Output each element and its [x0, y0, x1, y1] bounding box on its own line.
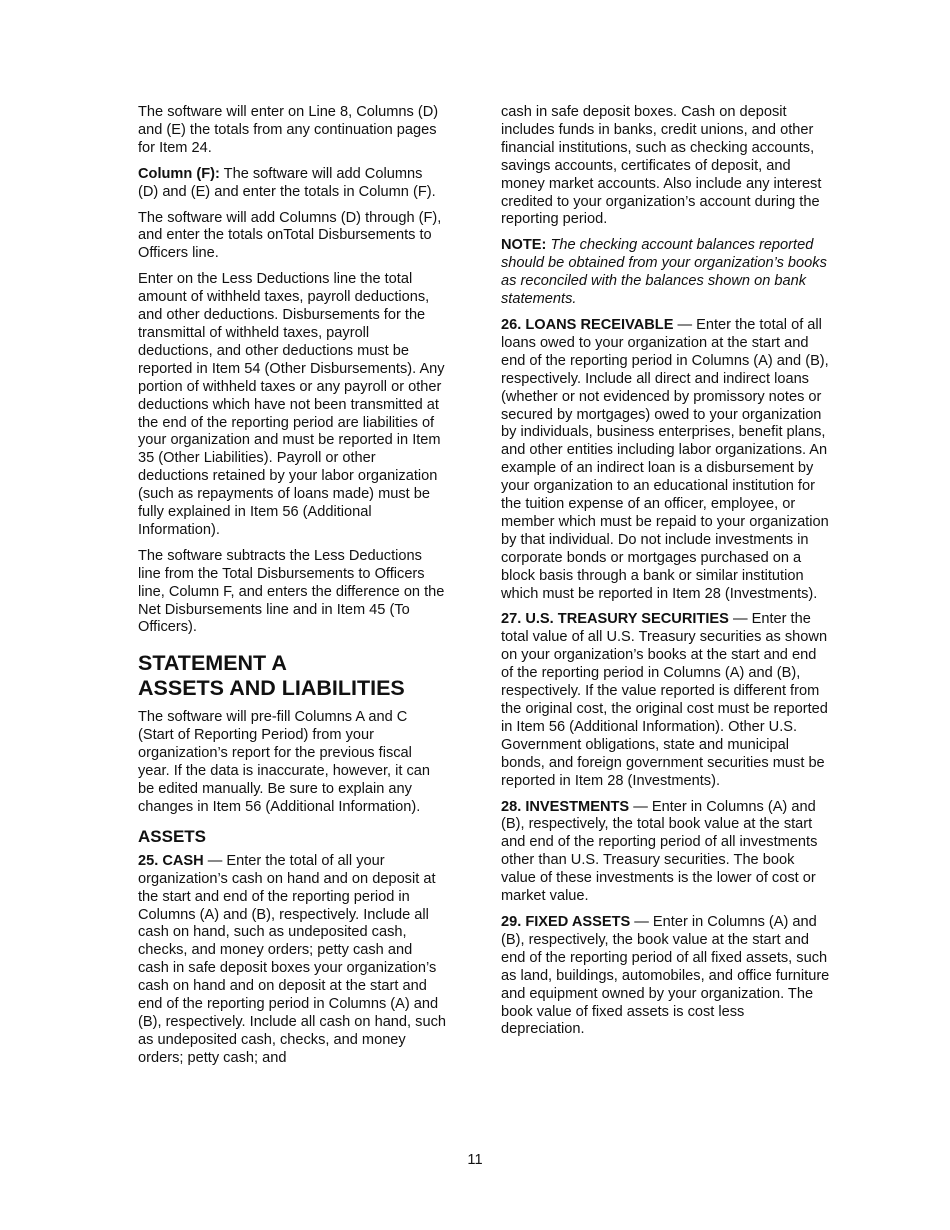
item-28-label: 28. INVESTMENTS — [501, 798, 630, 815]
prefill-paragraph: The software will pre-fill Columns A and C (Start of Reporting Period) from your organization’s report for the previous fiscal year. If the data is inaccurate, however, it can be edited manually. Be sure to explain any changes in Item 56 (Additional Information). — [138, 709, 431, 815]
item-27-label: 27. U.S. TREASURY SECURITIES — [501, 611, 729, 628]
column-f-text: The software will add Columns (D) and (E) and enter the totals in Column (F). — [138, 165, 436, 200]
item-26-loans-paragraph — [501, 317, 831, 604]
item-28-text: — Enter in Columns (A) and (B), respectively, the total book value at the start and end of the reporting period of all investments other than U.S. Treasury securities. The book value of these investments is the lower of cost or market value. — [501, 798, 818, 905]
left-column — [138, 104, 446, 1076]
item-28-investments-paragraph — [501, 799, 831, 906]
page-number: 11 — [467, 1152, 483, 1168]
column-f-label: Column (F): — [138, 165, 220, 182]
cash-continued-paragraph: cash in safe deposit boxes. Cash on deposit includes funds in banks, credit unions, and other financial institutions, such as checking accounts, savings accounts, certificates of deposit, and money market accounts. Also include any interest credited to your organization’s account during the reporting period. — [501, 104, 822, 228]
item-29-label: 29. FIXED ASSETS — [501, 913, 631, 930]
column-f-paragraph — [138, 166, 446, 202]
item-29-fixed-assets-paragraph — [501, 914, 831, 1039]
assets-subheading: ASSETS — [138, 826, 207, 846]
note-text: The checking account balances reported should be obtained from your organization’s books as reconciled with the balances shown on bank statements. — [501, 237, 827, 308]
item-25-label: 25. CASH — [138, 852, 204, 869]
statement-a-heading-line1: STATEMENT A — [138, 651, 287, 676]
net-disbursements-paragraph: The software subtracts the Less Deductions line from the Total Disbursements to Officers line, Column F, and enters the difference on the Net Disbursements line and in Item 45 (To Officers). — [138, 547, 445, 636]
item-26-label: 26. LOANS RECEIVABLE — [501, 316, 674, 333]
item-25-cash-paragraph — [138, 853, 446, 1068]
continuation-pages-paragraph: The software will enter on Line 8, Columns (D) and (E) the totals from any continuation pages for Item 24. — [138, 104, 439, 156]
item-25-text: — Enter the total of all your organization’s cash on hand and on deposit at the start and end of the reporting period in Columns (A) and (B), respectively. Include all cash on hand, such as undeposited cash, checks, and money orders; petty cash and cash in safe deposit boxes your organization’s cash on hand and on deposit at the start and end of the reporting period in Columns (A) and (B), respectively. Include all cash on hand, such as undeposited cash, checks, and money orders; petty cash; and — [138, 852, 446, 1066]
total-disbursements-paragraph: The software will add Columns (D) through (F), and enter the totals onTotal Disbursements to Officers line. — [138, 209, 442, 262]
item-27-text: — Enter the total value of all U.S. Treasury securities as shown on your organization’s books at the start and end of the reporting period in Columns (A) and (B), respectively. If the value reported is different from the original cost, the original cost must be reported in Item 56 (Additional Information). Other U.S. Government obligations, state and municipal bonds, and foreign government securities must be reported in Item 28 (Investments). — [501, 611, 828, 789]
right-column — [501, 104, 831, 1047]
item-27-treasury-paragraph — [501, 611, 831, 790]
item-26-text: — Enter the total of all loans owed to your organization at the start and end of the reporting period in Columns (A) and (B), respectively. Include all direct and indirect loans (whether or not evidenced by promissory notes or secured by mortgages) owed to your organization by individuals, business enterprises, benefit plans, and other entities including labor organizations. An example of an indirect loan is a disbursement by your organization to an educational institution for the tuition expense of an officer, employee, or member which must be repaid to your organization by that individual. Do not include investments in corporate bonds or mortgages purchased on a block basis through a bank or similar institution which must be reported in Item 28 (Investments). — [501, 316, 829, 602]
statement-a-heading — [138, 651, 446, 701]
note-label: NOTE: — [501, 237, 547, 254]
item-29-text: — Enter in Columns (A) and (B), respectively, the book value at the start and end of the reporting period of all fixed assets, such as land, buildings, automobiles, and office furniture and equipment owned by your organization. The book value of fixed assets is cost less depreciation. — [501, 913, 830, 1038]
less-deductions-paragraph: Enter on the Less Deductions line the total amount of withheld taxes, payroll deductions, and other deductions. Disbursements for the transmittal of withheld taxes, payroll deductions, and other deductions must be reported in Item 54 (Other Disbursements). Any portion of withheld taxes or any payroll or other deductions which have not been transmitted at the end of the reporting period are liabilities of your organization and must be reported in Item 35 (Other Liabilities). Payroll or other deductions retained by your labor organization (such as repayments of loans made) must be fully explained in Item 56 (Additional Information). — [138, 271, 445, 538]
note-paragraph — [501, 237, 831, 309]
statement-a-heading-line2: ASSETS AND LIABILITIES — [138, 676, 405, 701]
